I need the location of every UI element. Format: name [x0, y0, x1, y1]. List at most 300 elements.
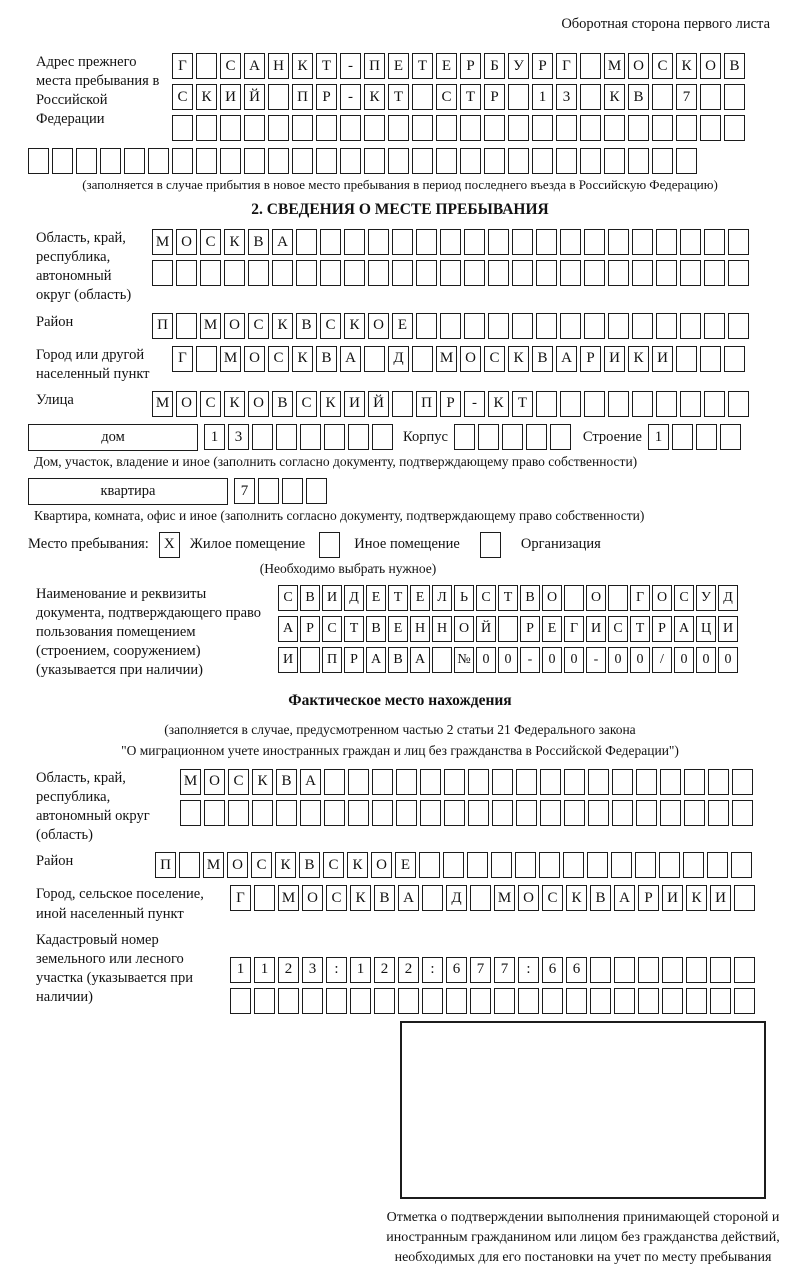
- char-box[interactable]: С: [323, 852, 344, 878]
- char-box[interactable]: [422, 885, 443, 911]
- char-box[interactable]: [608, 229, 629, 255]
- char-box[interactable]: С: [652, 53, 673, 79]
- char-box[interactable]: [348, 800, 369, 826]
- char-box[interactable]: [704, 229, 725, 255]
- char-box[interactable]: [590, 957, 611, 983]
- char-box[interactable]: Т: [388, 585, 408, 611]
- char-box[interactable]: С: [220, 53, 241, 79]
- char-box[interactable]: Е: [410, 585, 430, 611]
- char-box[interactable]: [252, 800, 273, 826]
- char-box[interactable]: [708, 800, 729, 826]
- char-box[interactable]: М: [220, 346, 241, 372]
- char-box[interactable]: [656, 229, 677, 255]
- char-box[interactable]: У: [508, 53, 529, 79]
- char-box[interactable]: [588, 769, 609, 795]
- char-box[interactable]: [100, 148, 121, 174]
- char-box[interactable]: [700, 115, 721, 141]
- char-box[interactable]: 6: [566, 957, 587, 983]
- char-box[interactable]: 2: [374, 957, 395, 983]
- char-box[interactable]: [470, 988, 491, 1014]
- char-box[interactable]: [556, 148, 577, 174]
- char-box[interactable]: [152, 260, 173, 286]
- char-box[interactable]: М: [152, 229, 173, 255]
- char-box[interactable]: [683, 852, 704, 878]
- char-box[interactable]: В: [532, 346, 553, 372]
- char-box[interactable]: К: [686, 885, 707, 911]
- char-box[interactable]: [412, 346, 433, 372]
- char-box[interactable]: [282, 478, 303, 504]
- char-box[interactable]: [344, 229, 365, 255]
- char-box[interactable]: [272, 260, 293, 286]
- char-box[interactable]: А: [398, 885, 419, 911]
- char-box[interactable]: О: [176, 229, 197, 255]
- char-box[interactable]: [564, 800, 585, 826]
- char-box[interactable]: Т: [344, 616, 364, 642]
- char-box[interactable]: [704, 313, 725, 339]
- char-box[interactable]: С: [436, 84, 457, 110]
- char-box[interactable]: [662, 957, 683, 983]
- char-box[interactable]: [560, 391, 581, 417]
- char-box[interactable]: К: [292, 346, 313, 372]
- inoe-checkbox-cell[interactable]: [319, 532, 340, 558]
- char-box[interactable]: И: [718, 616, 738, 642]
- char-box[interactable]: [416, 229, 437, 255]
- char-box[interactable]: [228, 800, 249, 826]
- char-box[interactable]: [440, 313, 461, 339]
- char-box[interactable]: [710, 988, 731, 1014]
- char-box[interactable]: С: [172, 84, 193, 110]
- char-box[interactable]: С: [484, 346, 505, 372]
- char-box[interactable]: Р: [638, 885, 659, 911]
- char-box[interactable]: Е: [366, 585, 386, 611]
- char-box[interactable]: П: [152, 313, 173, 339]
- dom-type-box[interactable]: дом: [28, 424, 198, 451]
- char-box[interactable]: [416, 313, 437, 339]
- char-box[interactable]: К: [320, 391, 341, 417]
- char-box[interactable]: [454, 424, 475, 450]
- char-box[interactable]: [732, 800, 753, 826]
- char-box[interactable]: С: [248, 313, 269, 339]
- char-box[interactable]: [432, 647, 452, 673]
- char-box[interactable]: В: [366, 616, 386, 642]
- char-box[interactable]: [396, 800, 417, 826]
- char-box[interactable]: [492, 800, 513, 826]
- char-box[interactable]: [587, 852, 608, 878]
- char-box[interactable]: 0: [630, 647, 650, 673]
- char-box[interactable]: М: [180, 769, 201, 795]
- char-box[interactable]: [731, 852, 752, 878]
- char-box[interactable]: [306, 478, 327, 504]
- char-box[interactable]: К: [364, 84, 385, 110]
- char-box[interactable]: [584, 313, 605, 339]
- char-box[interactable]: В: [388, 647, 408, 673]
- char-box[interactable]: [608, 260, 629, 286]
- char-box[interactable]: [316, 148, 337, 174]
- char-box[interactable]: [708, 769, 729, 795]
- char-box[interactable]: К: [224, 229, 245, 255]
- char-box[interactable]: [436, 115, 457, 141]
- char-box[interactable]: С: [476, 585, 496, 611]
- char-box[interactable]: К: [628, 346, 649, 372]
- char-box[interactable]: С: [200, 229, 221, 255]
- char-box[interactable]: 0: [718, 647, 738, 673]
- char-box[interactable]: А: [556, 346, 577, 372]
- char-box[interactable]: [516, 769, 537, 795]
- char-box[interactable]: [652, 115, 673, 141]
- char-box[interactable]: [179, 852, 200, 878]
- char-box[interactable]: [364, 115, 385, 141]
- char-box[interactable]: [556, 115, 577, 141]
- char-box[interactable]: [680, 313, 701, 339]
- char-box[interactable]: А: [674, 616, 694, 642]
- char-box[interactable]: [536, 313, 557, 339]
- char-box[interactable]: [516, 800, 537, 826]
- char-box[interactable]: Г: [172, 346, 193, 372]
- char-box[interactable]: [638, 988, 659, 1014]
- char-box[interactable]: [632, 229, 653, 255]
- char-box[interactable]: [632, 313, 653, 339]
- char-box[interactable]: [676, 148, 697, 174]
- char-box[interactable]: [560, 260, 581, 286]
- char-box[interactable]: И: [604, 346, 625, 372]
- char-box[interactable]: [224, 260, 245, 286]
- char-box[interactable]: [419, 852, 440, 878]
- char-box[interactable]: [348, 424, 369, 450]
- char-box[interactable]: [584, 229, 605, 255]
- char-box[interactable]: [467, 852, 488, 878]
- char-box[interactable]: [660, 800, 681, 826]
- char-box[interactable]: Т: [316, 53, 337, 79]
- char-box[interactable]: Р: [300, 616, 320, 642]
- char-box[interactable]: [700, 84, 721, 110]
- char-box[interactable]: С: [674, 585, 694, 611]
- kvartira-type-box[interactable]: квартира: [28, 478, 228, 505]
- char-box[interactable]: [468, 769, 489, 795]
- char-box[interactable]: [468, 800, 489, 826]
- char-box[interactable]: [734, 988, 755, 1014]
- char-box[interactable]: П: [292, 84, 313, 110]
- char-box[interactable]: 7: [234, 478, 255, 504]
- char-box[interactable]: [422, 988, 443, 1014]
- char-box[interactable]: Й: [368, 391, 389, 417]
- char-box[interactable]: Ц: [696, 616, 716, 642]
- char-box[interactable]: 1: [204, 424, 225, 450]
- char-box[interactable]: [412, 115, 433, 141]
- char-box[interactable]: [368, 260, 389, 286]
- char-box[interactable]: М: [278, 885, 299, 911]
- char-box[interactable]: [563, 852, 584, 878]
- char-box[interactable]: К: [344, 313, 365, 339]
- char-box[interactable]: И: [344, 391, 365, 417]
- char-box[interactable]: [268, 148, 289, 174]
- char-box[interactable]: [374, 988, 395, 1014]
- char-box[interactable]: [488, 313, 509, 339]
- char-box[interactable]: [172, 148, 193, 174]
- char-box[interactable]: И: [322, 585, 342, 611]
- char-box[interactable]: В: [374, 885, 395, 911]
- char-box[interactable]: [300, 800, 321, 826]
- char-box[interactable]: [416, 260, 437, 286]
- char-box[interactable]: [660, 769, 681, 795]
- char-box[interactable]: [196, 148, 217, 174]
- char-box[interactable]: Р: [460, 53, 481, 79]
- char-box[interactable]: [720, 424, 741, 450]
- char-box[interactable]: А: [366, 647, 386, 673]
- char-box[interactable]: О: [700, 53, 721, 79]
- char-box[interactable]: Р: [652, 616, 672, 642]
- char-box[interactable]: [444, 800, 465, 826]
- char-box[interactable]: Г: [630, 585, 650, 611]
- char-box[interactable]: К: [275, 852, 296, 878]
- char-box[interactable]: В: [272, 391, 293, 417]
- char-box[interactable]: [484, 148, 505, 174]
- char-box[interactable]: [316, 115, 337, 141]
- char-box[interactable]: /: [652, 647, 672, 673]
- char-box[interactable]: [536, 260, 557, 286]
- char-box[interactable]: [662, 988, 683, 1014]
- char-box[interactable]: Д: [446, 885, 467, 911]
- char-box[interactable]: [632, 260, 653, 286]
- char-box[interactable]: Р: [580, 346, 601, 372]
- char-box[interactable]: 3: [228, 424, 249, 450]
- char-box[interactable]: 1: [648, 424, 669, 450]
- char-box[interactable]: [608, 313, 629, 339]
- char-box[interactable]: К: [350, 885, 371, 911]
- char-box[interactable]: [320, 260, 341, 286]
- char-box[interactable]: [676, 115, 697, 141]
- char-box[interactable]: [230, 988, 251, 1014]
- char-box[interactable]: Г: [172, 53, 193, 79]
- char-box[interactable]: [196, 53, 217, 79]
- char-box[interactable]: [412, 148, 433, 174]
- char-box[interactable]: О: [371, 852, 392, 878]
- char-box[interactable]: О: [224, 313, 245, 339]
- char-box[interactable]: [659, 852, 680, 878]
- char-box[interactable]: [292, 148, 313, 174]
- char-box[interactable]: [478, 424, 499, 450]
- char-box[interactable]: 3: [556, 84, 577, 110]
- char-box[interactable]: [254, 988, 275, 1014]
- char-box[interactable]: С: [251, 852, 272, 878]
- char-box[interactable]: 7: [470, 957, 491, 983]
- char-box[interactable]: [728, 391, 749, 417]
- char-box[interactable]: В: [248, 229, 269, 255]
- char-box[interactable]: К: [508, 346, 529, 372]
- char-box[interactable]: [580, 53, 601, 79]
- char-box[interactable]: В: [724, 53, 745, 79]
- char-box[interactable]: [680, 260, 701, 286]
- char-box[interactable]: [728, 260, 749, 286]
- char-box[interactable]: 6: [446, 957, 467, 983]
- char-box[interactable]: [612, 769, 633, 795]
- char-box[interactable]: В: [520, 585, 540, 611]
- char-box[interactable]: А: [410, 647, 430, 673]
- char-box[interactable]: К: [604, 84, 625, 110]
- char-box[interactable]: [470, 885, 491, 911]
- char-box[interactable]: [300, 424, 321, 450]
- char-box[interactable]: Й: [244, 84, 265, 110]
- char-box[interactable]: [443, 852, 464, 878]
- char-box[interactable]: Е: [542, 616, 562, 642]
- char-box[interactable]: [254, 885, 275, 911]
- char-box[interactable]: О: [227, 852, 248, 878]
- char-box[interactable]: [148, 148, 169, 174]
- char-box[interactable]: [492, 769, 513, 795]
- char-box[interactable]: [76, 148, 97, 174]
- char-box[interactable]: [608, 585, 628, 611]
- char-box[interactable]: [440, 260, 461, 286]
- char-box[interactable]: О: [460, 346, 481, 372]
- char-box[interactable]: 1: [532, 84, 553, 110]
- char-box[interactable]: [734, 885, 755, 911]
- char-box[interactable]: [494, 988, 515, 1014]
- char-box[interactable]: [491, 852, 512, 878]
- char-box[interactable]: Д: [388, 346, 409, 372]
- char-box[interactable]: [396, 769, 417, 795]
- char-box[interactable]: П: [364, 53, 385, 79]
- char-box[interactable]: [172, 115, 193, 141]
- char-box[interactable]: [724, 84, 745, 110]
- char-box[interactable]: Ь: [454, 585, 474, 611]
- zhiloe-checkbox-cell[interactable]: X: [159, 532, 180, 558]
- char-box[interactable]: 0: [696, 647, 716, 673]
- char-box[interactable]: [560, 229, 581, 255]
- char-box[interactable]: [696, 424, 717, 450]
- char-box[interactable]: [680, 391, 701, 417]
- char-box[interactable]: 0: [674, 647, 694, 673]
- char-box[interactable]: [508, 84, 529, 110]
- char-box[interactable]: [564, 585, 584, 611]
- char-box[interactable]: [340, 148, 361, 174]
- char-box[interactable]: [460, 115, 481, 141]
- char-box[interactable]: О: [244, 346, 265, 372]
- char-box[interactable]: [584, 260, 605, 286]
- char-box[interactable]: В: [296, 313, 317, 339]
- char-box[interactable]: [398, 988, 419, 1014]
- char-box[interactable]: [724, 346, 745, 372]
- char-box[interactable]: [258, 478, 279, 504]
- char-box[interactable]: [564, 769, 585, 795]
- char-box[interactable]: [536, 229, 557, 255]
- char-box[interactable]: [590, 988, 611, 1014]
- char-box[interactable]: А: [614, 885, 635, 911]
- char-box[interactable]: 0: [564, 647, 584, 673]
- char-box[interactable]: [324, 424, 345, 450]
- char-box[interactable]: О: [302, 885, 323, 911]
- char-box[interactable]: [652, 148, 673, 174]
- char-box[interactable]: [488, 229, 509, 255]
- char-box[interactable]: :: [326, 957, 347, 983]
- char-box[interactable]: [635, 852, 656, 878]
- char-box[interactable]: А: [272, 229, 293, 255]
- char-box[interactable]: [656, 313, 677, 339]
- char-box[interactable]: -: [520, 647, 540, 673]
- char-box[interactable]: [392, 260, 413, 286]
- char-box[interactable]: [566, 988, 587, 1014]
- char-box[interactable]: [628, 148, 649, 174]
- char-box[interactable]: Е: [392, 313, 413, 339]
- char-box[interactable]: [540, 800, 561, 826]
- char-box[interactable]: П: [322, 647, 342, 673]
- char-box[interactable]: С: [228, 769, 249, 795]
- char-box[interactable]: 6: [542, 957, 563, 983]
- char-box[interactable]: [464, 229, 485, 255]
- char-box[interactable]: [372, 769, 393, 795]
- char-box[interactable]: М: [436, 346, 457, 372]
- char-box[interactable]: [532, 115, 553, 141]
- char-box[interactable]: О: [542, 585, 562, 611]
- char-box[interactable]: Г: [556, 53, 577, 79]
- char-box[interactable]: [652, 84, 673, 110]
- char-box[interactable]: И: [710, 885, 731, 911]
- char-box[interactable]: [636, 800, 657, 826]
- char-box[interactable]: [276, 800, 297, 826]
- char-box[interactable]: У: [696, 585, 716, 611]
- char-box[interactable]: -: [586, 647, 606, 673]
- char-box[interactable]: [636, 769, 657, 795]
- char-box[interactable]: [580, 115, 601, 141]
- char-box[interactable]: 1: [254, 957, 275, 983]
- char-box[interactable]: [340, 115, 361, 141]
- char-box[interactable]: [320, 229, 341, 255]
- char-box[interactable]: [508, 115, 529, 141]
- char-box[interactable]: [464, 260, 485, 286]
- char-box[interactable]: [204, 800, 225, 826]
- char-box[interactable]: [614, 957, 635, 983]
- char-box[interactable]: 0: [498, 647, 518, 673]
- char-box[interactable]: К: [347, 852, 368, 878]
- char-box[interactable]: [292, 115, 313, 141]
- char-box[interactable]: 3: [302, 957, 323, 983]
- char-box[interactable]: [324, 800, 345, 826]
- char-box[interactable]: Т: [388, 84, 409, 110]
- char-box[interactable]: [368, 229, 389, 255]
- char-box[interactable]: [488, 260, 509, 286]
- char-box[interactable]: [632, 391, 653, 417]
- char-box[interactable]: Й: [476, 616, 496, 642]
- char-box[interactable]: [464, 313, 485, 339]
- char-box[interactable]: П: [155, 852, 176, 878]
- char-box[interactable]: -: [464, 391, 485, 417]
- char-box[interactable]: [388, 148, 409, 174]
- char-box[interactable]: К: [196, 84, 217, 110]
- char-box[interactable]: [220, 148, 241, 174]
- char-box[interactable]: С: [278, 585, 298, 611]
- char-box[interactable]: [276, 424, 297, 450]
- char-box[interactable]: [498, 616, 518, 642]
- char-box[interactable]: [611, 852, 632, 878]
- char-box[interactable]: [512, 260, 533, 286]
- char-box[interactable]: [580, 84, 601, 110]
- char-box[interactable]: [676, 346, 697, 372]
- char-box[interactable]: [176, 313, 197, 339]
- char-box[interactable]: 2: [398, 957, 419, 983]
- char-box[interactable]: М: [200, 313, 221, 339]
- char-box[interactable]: А: [300, 769, 321, 795]
- char-box[interactable]: [518, 988, 539, 1014]
- char-box[interactable]: М: [152, 391, 173, 417]
- char-box[interactable]: [656, 391, 677, 417]
- char-box[interactable]: С: [542, 885, 563, 911]
- char-box[interactable]: [700, 346, 721, 372]
- char-box[interactable]: Г: [230, 885, 251, 911]
- char-box[interactable]: А: [278, 616, 298, 642]
- char-box[interactable]: [392, 229, 413, 255]
- char-box[interactable]: [364, 346, 385, 372]
- char-box[interactable]: [512, 229, 533, 255]
- char-box[interactable]: О: [586, 585, 606, 611]
- char-box[interactable]: [684, 769, 705, 795]
